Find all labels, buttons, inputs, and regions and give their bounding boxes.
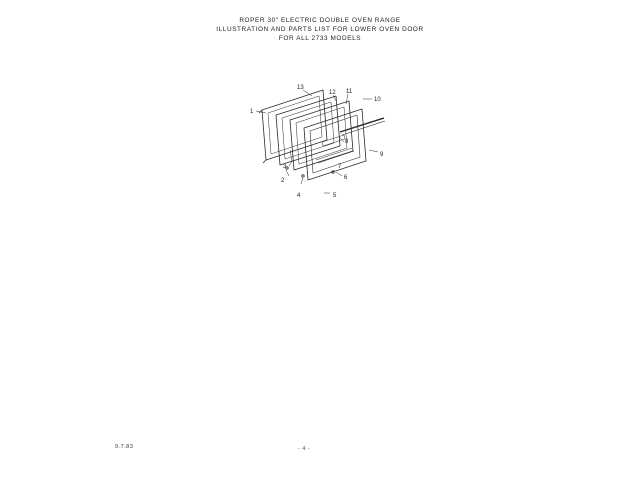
callout-3: 3 bbox=[283, 164, 287, 170]
door-frame-panel bbox=[276, 96, 340, 165]
callout-13: 13 bbox=[297, 85, 304, 91]
callout-9: 9 bbox=[380, 152, 384, 158]
callout-7: 7 bbox=[338, 164, 342, 170]
callout-12: 12 bbox=[329, 90, 336, 96]
callout-5: 5 bbox=[333, 193, 337, 199]
page-number: - 4 - bbox=[298, 446, 311, 452]
door-liner-panel bbox=[259, 90, 327, 163]
document-header bbox=[170, 16, 470, 43]
title-line-2: ILLUSTRATION AND PARTS LIST FOR LOWER OVEN DOOR bbox=[216, 26, 424, 33]
callout-4: 4 bbox=[297, 193, 301, 199]
footer-date: 9.7.83 bbox=[115, 444, 134, 450]
screw-icon bbox=[302, 175, 304, 177]
inner-glass-panel bbox=[290, 101, 353, 170]
oven-door-exploded-diagram bbox=[230, 70, 400, 210]
callout-10: 10 bbox=[374, 97, 381, 103]
callout-2: 2 bbox=[281, 178, 285, 184]
title-line-3: FOR ALL 2733 MODELS bbox=[278, 35, 362, 42]
callout-11: 11 bbox=[346, 89, 353, 95]
callout-6: 6 bbox=[344, 175, 348, 181]
title-line-1: ROPER 30" ELECTRIC DOUBLE OVEN RANGE bbox=[239, 17, 401, 24]
callout-8: 8 bbox=[345, 139, 349, 145]
callout-1: 1 bbox=[250, 109, 254, 115]
